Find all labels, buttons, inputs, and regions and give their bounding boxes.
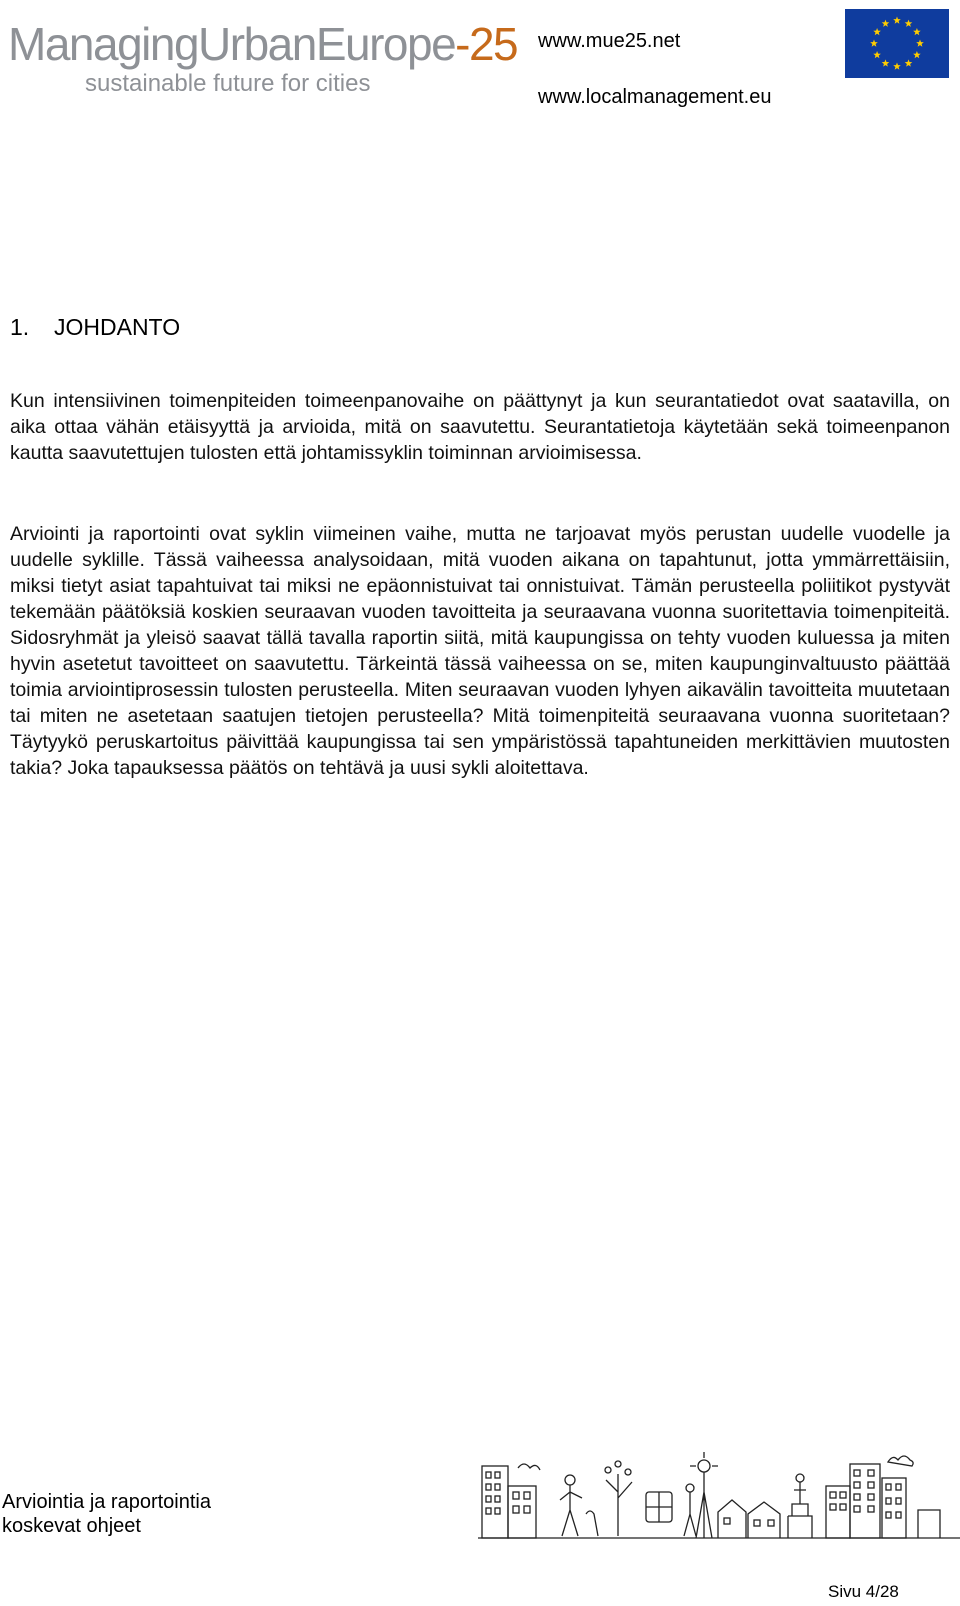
website-link-localmanagement[interactable]: www.localmanagement.eu — [538, 86, 772, 108]
footer-title-line-1: Arviointia ja raportointia — [2, 1491, 211, 1513]
logo-wordmark-main: ManagingUrbanEurope — [8, 18, 456, 70]
logo-tagline: sustainable future for cities — [85, 70, 371, 97]
city-skyline-icon — [478, 1452, 960, 1540]
section-title: JOHDANTO — [54, 314, 181, 340]
footer-title-line-2: koskevat ohjeet — [2, 1515, 141, 1537]
logo-wordmark-accent: -25 — [455, 18, 518, 70]
section-number: 1. — [10, 314, 30, 340]
paragraph-intro: Kun intensiivinen toimenpiteiden toimeenpanovaihe on päättynyt ja kun seurantatiedot ovat saatavilla, on aika ottaa vähän etäisyyttä ja arvioida, mitä on saavutettu. Seurantatietoja käytetään sekä toimeenpanon kautta saavutettujen tulosten että johtamissyklin toiminnan arvioimisessa. — [10, 390, 950, 464]
page-number: Sivu 4/28 — [828, 1582, 899, 1601]
website-link-mue25[interactable]: www.mue25.net — [538, 30, 681, 52]
eu-flag-icon — [845, 9, 949, 78]
mue25-logo — [8, 18, 518, 98]
logo-wordmark — [8, 18, 517, 70]
paragraph-evaluation: Arviointi ja raportointi ovat syklin viimeinen vaihe, mutta ne tarjoavat myös perustan uudelle vuodelle ja uudelle syklille. Tässä vaiheessa analysoidaan, mitä vuoden aikana on tapahtunut, jotta ymmärrettäisiin, miksi tietyt asiat tapahtuivat tai miksi ne epäonnistuivat tai onnistuivat. Tämän perusteella poliitikot pystyvät tekemään päätöksiä koskien seuraavan vuoden tavoitteita ja seuraavana vuonna suoritettavia toimenpiteitä. Sidosryhmät ja yleisö saavat tällä tavalla raportin siitä, mitä kaupungissa on tehty vuoden kuluessa ja miten hyvin asetetut tavoitteet on saavutettu. Tärkeintä tässä vaiheessa on se, miten kaupunginvaltuusto päättää toimia arviointiprosessin tulosten perusteella. Miten seuraavan vuoden lyhyen aikavälin tavoitteita muutetaan tai miten ne asetetaan saatujen tietojen perusteella? Mitä toimenpiteitä seuraavana vuonna suoritetaan? Täytyykö peruskartoitus päivittää kaupungissa tai sen ympäristössä tapahtuneiden merkittävien muutosten takia? Joka tapauksessa päätös on tehtävä ja uusi sykli aloitettava. — [10, 523, 950, 779]
section-heading — [10, 313, 180, 341]
footer-document-title — [2, 1490, 211, 1538]
